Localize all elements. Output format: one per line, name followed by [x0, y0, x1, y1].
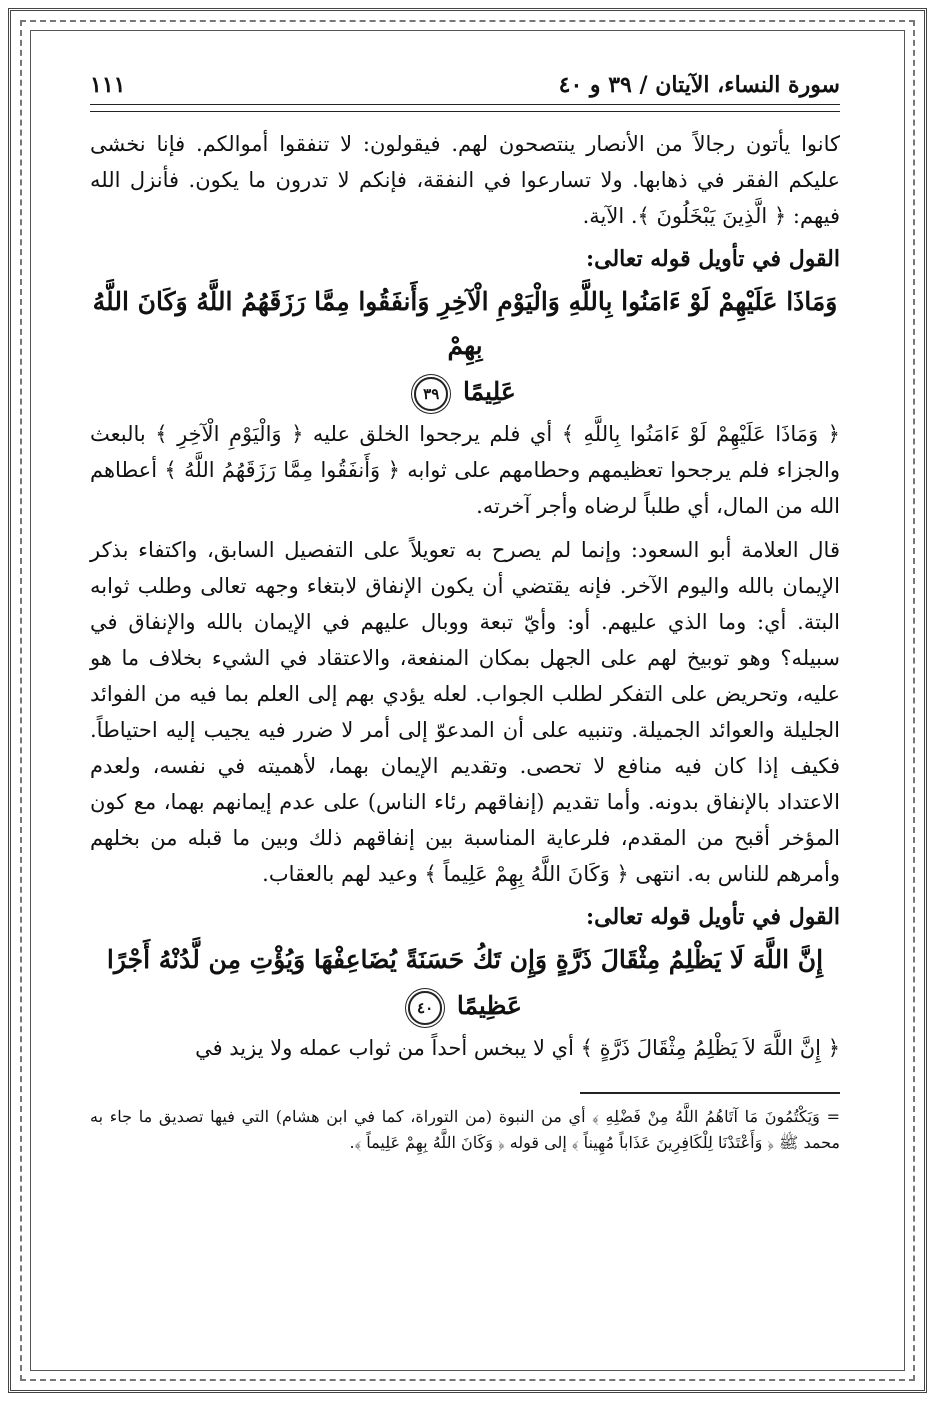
page-content: [90, 72, 840, 1341]
header-rule-secondary: [90, 111, 840, 112]
running-header: [90, 72, 840, 104]
quran-verse-39: وَمَاذَا عَلَيْهِمْ لَوْ ءَامَنُوا بِاللَّهِ وَالْيَوْمِ الْآخِرِ وَأَنفَقُوا مِمَّا رَزَقَهُمُ اللَّهُ وَكَانَ اللَّهُ بِهِمْ: [92, 287, 838, 360]
quran-verse-40-end: [90, 984, 840, 1028]
verse-40-last-word: عَظِيمًا: [456, 991, 522, 1020]
paragraph-2: ﴿ وَمَاذَا عَلَيْهِمْ لَوْ ءَامَنُوا بِاللَّهِ ﴾ أي فلم يرجحوا الخلق عليه ﴿ وَالْيَوْمِ الْآخِرِ ﴾ بالبعث والجزاء فلم يرجحوا تعظيمهم وحطامهم على ثوابه ﴿ وَأَنفَقُوا مِمَّا رَزَقَهُمُ اللَّهُ ﴾ أعطاهم الله من المال، أي طلباً لرضاه وأجر آخرته.: [90, 422, 840, 518]
paragraph-3: قال العلامة أبو السعود: وإنما لم يصرح به تعويلاً على التفصيل السابق، واكتفاء بذكر الإيمان بالله واليوم الآخر. فإنه يقتضي أن يكون الإنفاق لابتغاء وجهه تعالى وطلب ثوابه البتة. أي: وما الذي عليهم. أو: وأيّ تبعة ووبال عليهم في الإيمان بالله والإنفاق في سبيله؟ وهو توبيخ لهم على الجهل بمكان المنفعة، والاعتقاد في الشيء بخلاف ما هو عليه، وتحريض على التفكر لطلب الجواب. لعله يؤدي بهم إلى العلم بما فيه من الفوائد الجليلة والعوائد الجميلة. وتنبيه على أن المدعوّ إلى أمر لا ضرر فيه يجيب إليه احتياطاً. فكيف إذا كان فيه منافع لا تحصى. وتقديم الإيمان بهما، لأهميته في نفسه، ولعدم الاعتداد بالإنفاق بدونه. وأما تقديم (إنفاقهم رئاء الناس) على عدم إيمانهم بهما، مع كون المؤخر أقبح من المقدم، فلرعاية المناسبة بين إنفاقهم ذلك وبين ما قبله من بخلهم وأمرهم للناس به. انتهى ﴿ وَكَانَ اللَّهُ بِهِمْ عَلِيماً ﴾ وعيد لهم بالعقاب.: [90, 538, 840, 886]
page-number: ١١١: [90, 72, 126, 98]
section-heading-2: القول في تأويل قوله تعالى:: [586, 904, 840, 930]
quran-verse-40: إِنَّ اللَّهَ لَا يَظْلِمُ مِثْقَالَ ذَرَّةٍ وَإِن تَكُ حَسَنَةً يُضَاعِفْهَا وَيُؤْتِ مِن لَّدُنْهُ أَجْرًا: [106, 945, 824, 974]
ayah-number-39: ٣٩: [414, 377, 448, 411]
footnote-rule: [580, 1092, 840, 1094]
verse-39-last-word: عَلِيمًا: [462, 377, 516, 406]
quran-verse-39-end: [90, 370, 840, 414]
section-heading-1: القول في تأويل قوله تعالى:: [586, 246, 840, 272]
ayah-number-40: ٤٠: [408, 991, 442, 1025]
header-rule: [90, 104, 840, 105]
footnote: = وَيَكْتُمُونَ مَا آتَاهُمُ اللَّهُ مِنْ فَضْلِهِ ﴾ أي من النبوة (من التوراة، كما في ابن هشام) التي فيها تصديق ما جاء به محمد ﷺ ﴿ وَأَعْتَدْنَا لِلْكَافِرِينَ عَذَاباً مُهِيناً ﴾ إلى قوله ﴿ وَكَانَ اللَّهُ بِهِمْ عَلِيماً ﴾.: [90, 1107, 840, 1152]
paragraph-1: كانوا يأتون رجالاً من الأنصار ينتصحون لهم. فيقولون: لا تنفقوا أموالكم. فإنا نخشى عليكم الفقر في ذهابها. ولا تسارعوا في النفقة، فإنكم لا تدرون ما يكون. فأنزل الله فيهم: ﴿ الَّذِينَ يَبْخَلُونَ ﴾. الآية.: [90, 132, 840, 228]
paragraph-4: ﴿ إِنَّ اللَّهَ لاَ يَظْلِمُ مِثْقَالَ ذَرَّةٍ ﴾ أي لا يبخس أحداً من ثواب عمله ولا يزيد في: [195, 1036, 840, 1060]
chapter-title: سورة النساء، الآيتان / ٣٩ و ٤٠: [558, 72, 840, 98]
